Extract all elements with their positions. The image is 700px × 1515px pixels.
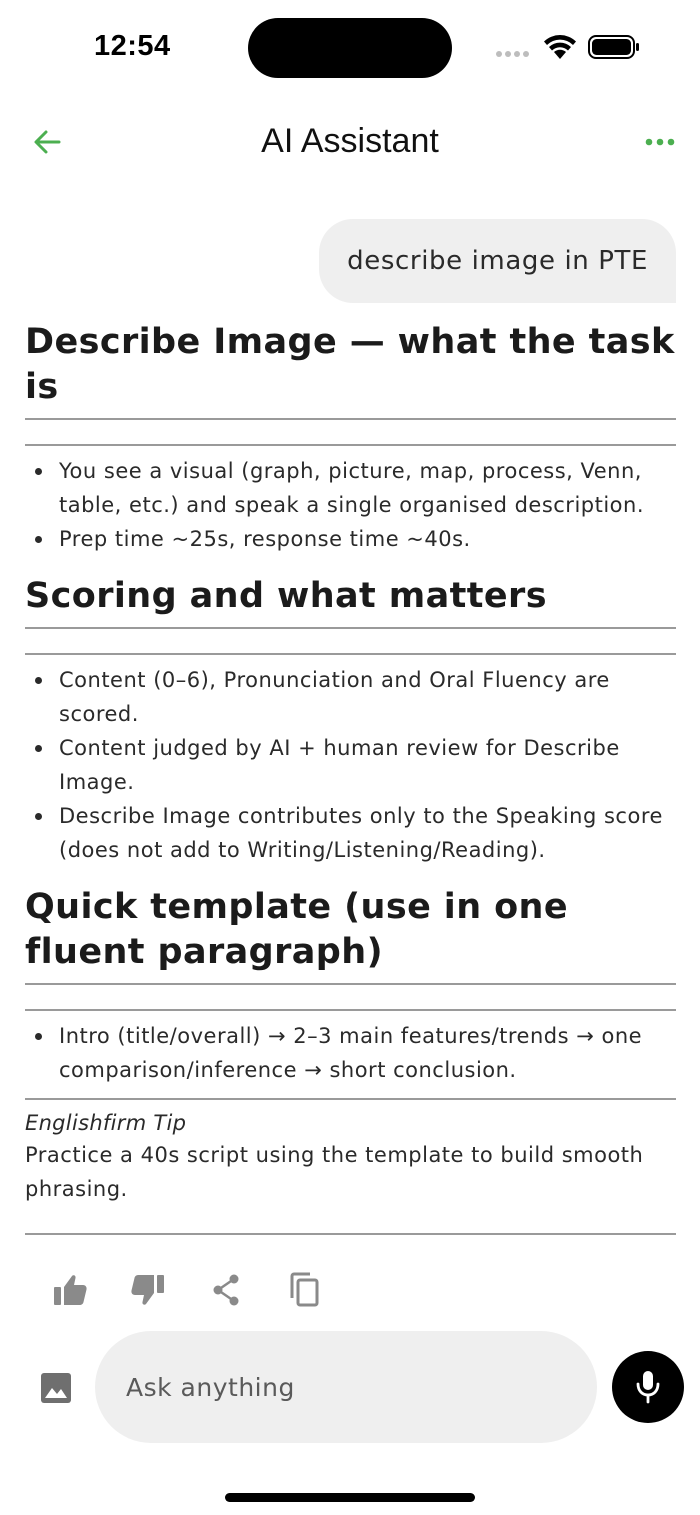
like-button[interactable] xyxy=(50,1270,90,1310)
divider xyxy=(25,1009,676,1011)
copy-icon xyxy=(288,1272,320,1308)
bullet-list xyxy=(25,454,676,556)
section-heading: Describe Image — what the task is xyxy=(25,320,676,420)
wifi-icon xyxy=(542,33,578,61)
assistant-response xyxy=(25,320,676,1087)
home-indicator[interactable] xyxy=(225,1493,475,1502)
thumbs-up-icon xyxy=(52,1273,88,1307)
list-item: Content judged by AI + human review for Describe Image. xyxy=(25,731,676,799)
thumbs-down-icon xyxy=(130,1273,166,1307)
message-actions xyxy=(50,1270,324,1310)
battery-icon xyxy=(588,35,640,59)
dislike-button[interactable] xyxy=(128,1270,168,1310)
section-heading: Scoring and what matters xyxy=(25,574,676,629)
attach-image-button[interactable] xyxy=(36,1368,76,1408)
page-title: AI Assistant xyxy=(261,122,439,160)
more-horizontal-icon xyxy=(645,137,675,147)
cellular-signal-icon xyxy=(496,51,529,57)
bullet-list xyxy=(25,663,676,867)
section-heading: Quick template (use in one fluent paragraph) xyxy=(25,885,676,985)
image-icon xyxy=(39,1371,73,1405)
tip-box xyxy=(25,1098,676,1235)
status-time: 12:54 xyxy=(94,30,171,62)
dynamic-island xyxy=(248,18,452,78)
copy-button[interactable] xyxy=(284,1270,324,1310)
bullet-list xyxy=(25,1019,676,1087)
share-icon xyxy=(210,1273,242,1307)
microphone-button[interactable] xyxy=(612,1351,684,1423)
ask-input[interactable] xyxy=(95,1331,597,1443)
divider xyxy=(25,653,676,655)
status-bar xyxy=(0,0,700,96)
microphone-icon xyxy=(634,1369,662,1405)
tip-title: Englishfirm Tip xyxy=(25,1111,187,1135)
user-message-bubble: describe image in PTE xyxy=(319,219,676,303)
list-item: Describe Image contributes only to the Speaking score (does not add to Writing/Listening/Reading). xyxy=(25,799,676,867)
list-item: Content (0–6), Pronunciation and Oral Fluency are scored. xyxy=(25,663,676,731)
list-item: Intro (title/overall) → 2–3 main features/trends → one comparison/inference → short conclusion. xyxy=(25,1019,676,1087)
share-button[interactable] xyxy=(206,1270,246,1310)
list-item: You see a visual (graph, picture, map, process, Venn, table, etc.) and speak a single organised description. xyxy=(25,454,676,522)
app-header xyxy=(0,112,700,172)
list-item: Prep time ~25s, response time ~40s. xyxy=(25,522,676,556)
tip-text: Practice a 40s script using the template to build smooth phrasing. xyxy=(25,1143,644,1201)
more-options-button[interactable] xyxy=(640,126,680,158)
divider xyxy=(25,444,676,446)
